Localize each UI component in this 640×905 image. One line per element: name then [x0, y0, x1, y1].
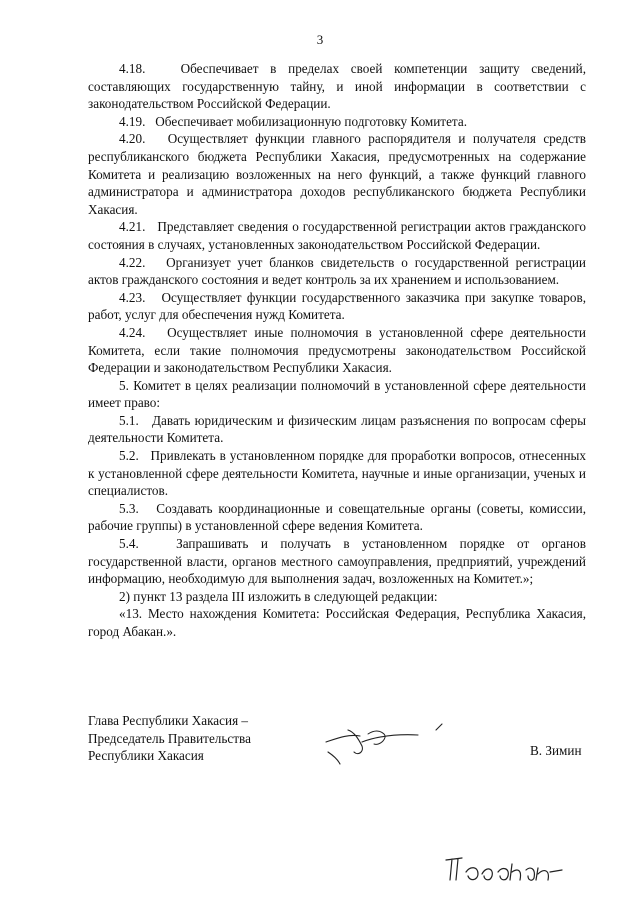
- paragraph-13: «13. Место нахождения Комитета: Российская Федерация, Республика Хакасия, город Абакан.».: [88, 606, 586, 639]
- paragraph-5-2: 5.2. Привлекать в установленном порядке для проработки вопросов, отнесенных к установленной сфере деятельности Комитета, научные и иные организации, ученых и специалистов.: [88, 448, 586, 499]
- signer-title-line-3: Республики Хакасия: [88, 748, 204, 764]
- paragraph-5-1: 5.1. Давать юридическим и физическим лицам разъяснения по вопросам сферы деятельности Комитета.: [88, 412, 586, 446]
- signer-name: В. Зимин: [530, 743, 582, 758]
- handwritten-mark: [440, 850, 570, 890]
- paragraph-5-3: 5.3. Создавать координационные и совещательные органы (советы, комиссии, рабочие группы) в установленной сфере ведения Комитета.: [88, 500, 586, 534]
- paragraph-4-21: 4.21. Представляет сведения о государственной регистрации актов гражданского состояния в случаях, установленных законодательством Российской Федерации.: [88, 219, 586, 252]
- page-number: 3: [316, 32, 324, 47]
- paragraph-4-23: 4.23. Осуществляет функции государственного заказчика при закупке товаров, работ, услуг для обеспечения нужд Комитета.: [88, 289, 586, 323]
- paragraph-4-22: 4.22. Организует учет бланков свидетельств о государственной регистрации актов гражданского состояния и ведет контроль за их хранением и использованием.: [88, 254, 586, 288]
- signer-title-line-2: Председатель Правительства: [88, 730, 251, 746]
- signature-block: [88, 712, 251, 765]
- handwritten-signature: [318, 712, 468, 772]
- paragraph-4-20: 4.20. Осуществляет функции главного распорядителя и получателя средств республиканского бюджета Республики Хакасия, предусмотренных на содержание Комитета и реализацию возложенных на него функций, а также функций главного администратора и администратора доходов республиканского бюджета Республики Хакасия.: [88, 131, 586, 217]
- paragraph-5: 5. Комитет в целях реализации полномочий в установленной сфере деятельности имеет право:: [88, 377, 586, 411]
- paragraph-4-18: 4.18. Обеспечивает в пределах своей компетенции защиту сведений, составляющих государственную тайну, и иной информации в соответствии с законодательством Российской Федерации.: [88, 61, 586, 112]
- paragraph-4-19: 4.19. Обеспечивает мобилизационную подготовку Комитета.: [119, 113, 467, 129]
- paragraph-4-24: 4.24. Осуществляет иные полномочия в установленной сфере деятельности Комитета, если такие полномочия предусмотрены законодательством Российской Федерации и законодательством Республики Хакасия.: [88, 324, 586, 376]
- paragraph-item-2: 2) пункт 13 раздела III изложить в следующей редакции:: [119, 588, 438, 604]
- body-text: [88, 60, 586, 641]
- paragraph-5-4: 5.4. Запрашивать и получать в установленном порядке от органов государственной власти, органов местного самоуправления, предприятий, учреждений информацию, необходимую для выполнения задач, возложенных на Комитет.»;: [88, 536, 586, 587]
- signer-title-line-1: Глава Республики Хакасия –: [88, 713, 249, 728]
